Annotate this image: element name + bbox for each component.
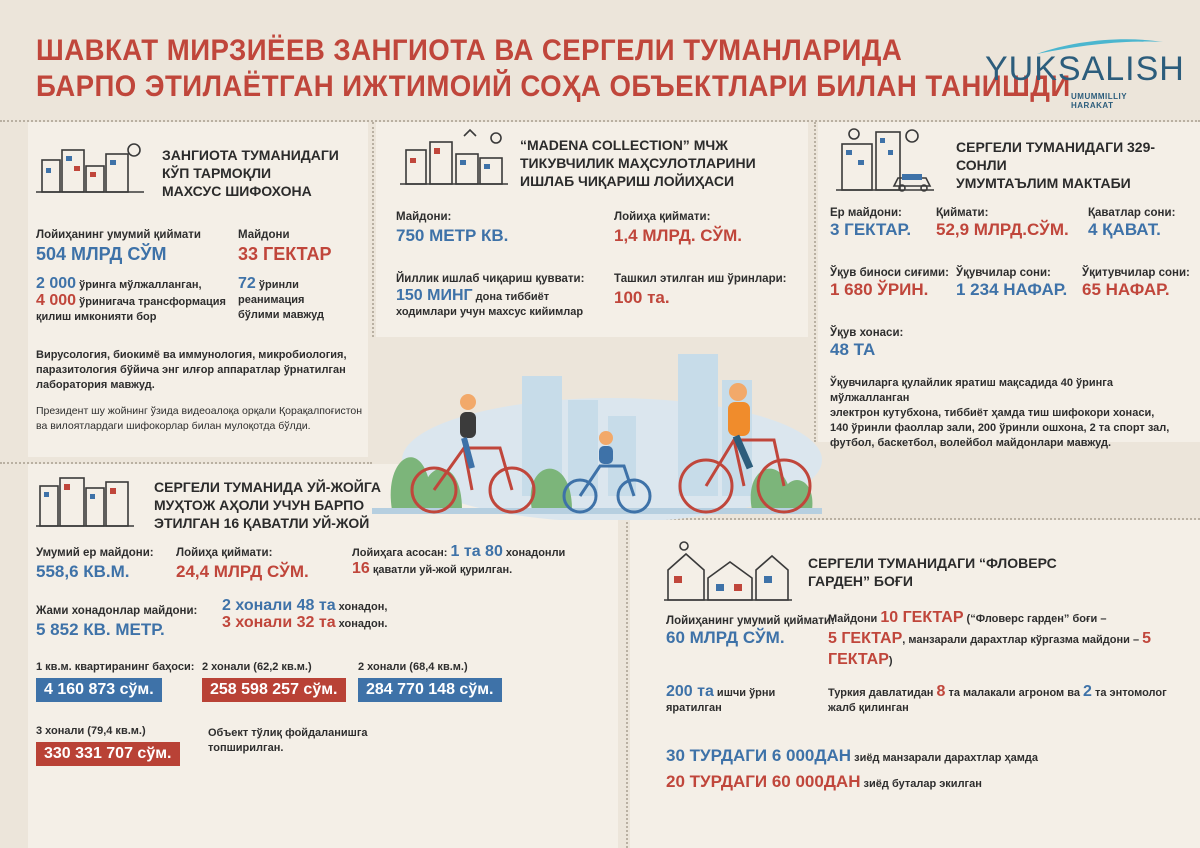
three-room-count: 3 хонали 32 та xyxy=(222,614,336,631)
housing-title-line: СЕРГЕЛИ ТУМАНИДА УЙ-ЖОЙГА xyxy=(154,479,382,495)
madena-capacity xyxy=(396,288,606,320)
three-room-price: 330 331 707 сўм. xyxy=(36,742,180,766)
labs-line: лаборатория мавжуд. xyxy=(36,379,155,391)
sqm-price-value: 4 160 873 сўм. xyxy=(36,678,162,702)
two-room-text: хонадон, xyxy=(335,601,388,613)
school-capacity-label: Ўқув биноси сиғими: xyxy=(830,267,949,279)
school-floors-label: Қаватлар сони: xyxy=(1088,207,1176,219)
garden-title xyxy=(808,554,1057,590)
school-students-label: Ўқувчилар сони: xyxy=(956,267,1051,279)
garden-area xyxy=(828,608,1198,671)
area-text-2: , манзарали дарахтлар кўргазма майдони – xyxy=(902,634,1143,646)
icu-number: 72 xyxy=(238,275,256,292)
school-rooms-label: Ўқув хонаси: xyxy=(830,327,904,339)
factory-buildings-icon xyxy=(400,128,510,186)
handover-line: топширилган. xyxy=(208,742,284,754)
school-title-line: СЕРГЕЛИ ТУМАНИДАГИ 329-СОНЛИ xyxy=(956,139,1156,173)
family-cycling-illustration xyxy=(372,340,822,520)
two-room-count: 2 хонали 48 та xyxy=(222,597,336,614)
hospital-title xyxy=(162,146,339,200)
madena-area-label: Майдони: xyxy=(396,211,452,223)
divider xyxy=(0,462,372,464)
school-teachers-label: Ўқитувчилар сони: xyxy=(1082,267,1190,279)
hospital-title-line: ЗАНГИОТА ТУМАНИДАГИ xyxy=(162,147,339,163)
hospital-title-line: МАХСУС ШИФОХОНА xyxy=(162,183,312,199)
agro-text-3: та энтомолог xyxy=(1091,687,1167,699)
agro-text-1: Туркия давлатидан xyxy=(828,687,937,699)
housing-land-value: 558,6 КВ.М. xyxy=(36,562,130,581)
capacity-text: дона тиббиёт xyxy=(472,291,550,303)
area-prefix: Майдони xyxy=(828,613,881,625)
hospital-beds xyxy=(36,276,236,325)
floors-text: қаватли уй-жой қурилган. xyxy=(369,564,513,576)
garden-cost-label: Лойиҳанинг умумий қиймати: xyxy=(666,615,835,627)
yuksalish-logo xyxy=(985,30,1185,110)
school-building-icon xyxy=(836,126,936,194)
sqm-price-label: 1 кв.м. квартиранинг баҳоси: xyxy=(36,661,195,673)
area-total: 10 ГЕКТАР xyxy=(880,609,964,626)
housing-apt-area-value: 5 852 КВ. МЕТР. xyxy=(36,620,165,639)
basis-text: хонадонли xyxy=(502,547,566,559)
madena-cost-label: Лойиҳа қиймати: xyxy=(614,211,711,223)
school-floors-value: 4 ҚАВАТ. xyxy=(1088,220,1161,239)
madena-jobs-label: Ташкил этилган иш ўринлари: xyxy=(614,273,787,285)
capacity-text-2: ходимлари учун махсус кийимлар xyxy=(396,306,584,318)
agro-number-1: 8 xyxy=(936,683,946,700)
housing-land-label: Умумий ер майдони: xyxy=(36,547,154,559)
school-cost-value: 52,9 МЛРД.СЎМ. xyxy=(936,220,1069,239)
housing-rooms xyxy=(222,598,522,632)
garden-title-line: ГАРДЕН” БОҒИ xyxy=(808,573,913,589)
agro-text-2: та малакали агроном ва xyxy=(945,687,1084,699)
hospital-labs xyxy=(36,348,366,393)
school-desc-line: футбол, баскетбол, волейбол майдонлари мавжуд. xyxy=(830,437,1112,449)
logo-text: YUKSALISH xyxy=(985,50,1185,88)
hospital-title-line: КЎП ТАРМОҚЛИ xyxy=(162,165,272,181)
madena-title-line: “MADENA COLLECTION” МЧЖ xyxy=(520,137,728,153)
video-line: Президент шу жойнинг ўзида видеоалоқа орқали Қорақалпоғистон xyxy=(36,405,363,417)
title-line-2: БАРПО ЭТИЛАЁТГАН ИЖТИМОИЙ СОҲА ОБЪЕКТЛАРИ БИЛАН ТАНИШДИ xyxy=(36,70,1071,103)
agro-text-4: жалб қилинган xyxy=(828,702,909,714)
hospital-cost-label: Лойиҳанинг умумий қиймати xyxy=(36,229,202,241)
hospital-area-value: 33 ГЕКТАР xyxy=(238,244,332,264)
capacity-number: 150 МИНГ xyxy=(396,287,473,304)
transform-text-2: қилиш имконияти бор xyxy=(36,311,157,323)
video-line: ва вилоятлардаги шифокорлар билан мулоқотда бўлди. xyxy=(36,420,311,432)
labs-line: паразитология бўйича энг илғор аппаратлар ўрнатилган xyxy=(36,364,346,376)
garden-agronomists xyxy=(828,684,1188,716)
madena-capacity-label: Йиллик ишлаб чиқариш қуввати: xyxy=(396,273,585,285)
trees-text: зиёд манзарали дарахтлар ҳамда xyxy=(851,752,1038,764)
jobs-text-2: яратилган xyxy=(666,702,722,714)
housing-cost-value: 24,4 МЛРД СЎМ. xyxy=(176,562,309,581)
agro-number-2: 2 xyxy=(1083,683,1092,700)
madena-title xyxy=(520,136,756,190)
housing-handover xyxy=(208,726,408,756)
housing-title xyxy=(154,478,381,532)
labs-line: Вирусология, биокимё ва иммунология, микробиология, xyxy=(36,349,347,361)
madena-title-line: ИШЛАБ ЧИҚАРИШ ЛОЙИҲАСИ xyxy=(520,173,735,189)
school-title-line: УМУМТАЪЛИМ МАКТАБИ xyxy=(956,175,1131,191)
hospital-cost-value: 504 МЛРД СЎМ xyxy=(36,244,167,264)
houses-icon xyxy=(664,540,794,604)
two-room-b-label: 2 хонали (68,4 кв.м.) xyxy=(358,661,468,673)
divider xyxy=(0,120,1200,122)
school-land-label: Ер майдони: xyxy=(830,207,902,219)
area-part-2: 5 ГЕКТАР xyxy=(828,630,1152,668)
area-part-1: 5 ГЕКТАР xyxy=(828,630,903,647)
housing-title-line: МУҲТОЖ АҲОЛИ УЧУН БАРПО xyxy=(154,497,365,513)
housing-cost-label: Лойиҳа қиймати: xyxy=(176,547,273,559)
hospital-icu xyxy=(238,276,368,323)
city-buildings-icon xyxy=(36,140,146,195)
handover-line: Объект тўлиқ фойдаланишга xyxy=(208,727,368,739)
school-rooms-value: 48 ТА xyxy=(830,340,876,359)
beds-text: ўринга мўлжалланган, xyxy=(76,279,202,291)
basis-number: 1 та 80 xyxy=(450,543,503,560)
school-desc-line: электрон кутубхона, тиббиёт ҳамда тиш шифокори хонаси, xyxy=(830,407,1155,419)
icu-text-2: бўлими мавжуд xyxy=(238,309,324,321)
area-text: (“Фловерс гарден” боғи – xyxy=(963,613,1107,625)
school-students-value: 1 234 НАФАР. xyxy=(956,280,1068,299)
madena-title-line: ТИКУВЧИЛИК МАҲСУЛОТЛАРИНИ xyxy=(520,155,756,171)
school-teachers-value: 65 НАФАР. xyxy=(1082,280,1170,299)
transform-text: ўринигача трансформация xyxy=(76,296,226,308)
housing-basis xyxy=(352,544,592,578)
school-description xyxy=(830,376,1192,451)
beds-number: 2 000 xyxy=(36,275,77,292)
trees-number: 30 ТУРДАГИ 6 000ДАН xyxy=(666,746,852,765)
shrubs-number: 20 ТУРДАГИ 60 000ДАН xyxy=(666,772,861,791)
two-room-b-price: 284 770 148 сўм. xyxy=(358,678,502,702)
garden-title-line: СЕРГЕЛИ ТУМАНИДАГИ “ФЛОВЕРС xyxy=(808,555,1057,571)
school-title xyxy=(956,138,1200,192)
transform-number: 4 000 xyxy=(36,292,77,309)
jobs-text: ишчи ўрни xyxy=(713,687,776,699)
madena-area-value: 750 МЕТР КВ. xyxy=(396,226,509,245)
garden-jobs xyxy=(666,684,816,716)
jobs-number: 200 та xyxy=(666,683,714,700)
floors-number: 16 xyxy=(352,560,370,577)
logo-subtitle: UMUMMILLIY HARAKAT xyxy=(1071,92,1127,110)
school-land-value: 3 ГЕКТАР. xyxy=(830,220,912,239)
basis-label: Лойиҳага асосан: xyxy=(352,547,448,559)
icu-text: ўринли реанимация xyxy=(238,279,305,306)
garden-cost-value: 60 МЛРД СЎМ. xyxy=(666,628,785,647)
two-room-a-price: 258 598 257 сўм. xyxy=(202,678,346,702)
title-line-1: ШАВКАТ МИРЗИЁЕВ ЗАНГИОТА ВА СЕРГЕЛИ ТУМАНЛАРИДА xyxy=(36,34,903,67)
three-room-label: 3 хонали (79,4 кв.м.) xyxy=(36,725,146,737)
housing-apt-area-label: Жами хонадонлар майдони: xyxy=(36,605,198,617)
school-desc-line: 140 ўринли фаоллар зали, 200 ўринли ошхона, 2 та спорт зал, xyxy=(830,422,1170,434)
three-room-text: хонадон. xyxy=(335,618,388,630)
school-cost-label: Қиймати: xyxy=(936,207,989,219)
shrubs-text: зиёд буталар экилган xyxy=(860,778,982,790)
madena-jobs-value: 100 та. xyxy=(614,288,670,307)
madena-cost-value: 1,4 МЛРД. СЎМ. xyxy=(614,226,743,245)
garden-plantings xyxy=(666,744,1196,796)
hospital-area-label: Майдони xyxy=(238,229,290,241)
divider xyxy=(626,518,628,848)
two-room-a-label: 2 хонали (62,2 кв.м.) xyxy=(202,661,312,673)
school-capacity-value: 1 680 ЎРИН. xyxy=(830,280,929,299)
area-close: ) xyxy=(888,655,893,667)
hospital-video xyxy=(36,404,366,434)
divider xyxy=(372,122,374,337)
apartment-buildings-icon xyxy=(36,470,136,528)
housing-title-line: ЭТИЛГАН 16 ҚАВАТЛИ УЙ-ЖОЙ xyxy=(154,515,370,531)
school-desc-line: Ўқувчиларга қулайлик яратиш мақсадида 40 ўринга мўлжалланган xyxy=(830,377,1113,404)
